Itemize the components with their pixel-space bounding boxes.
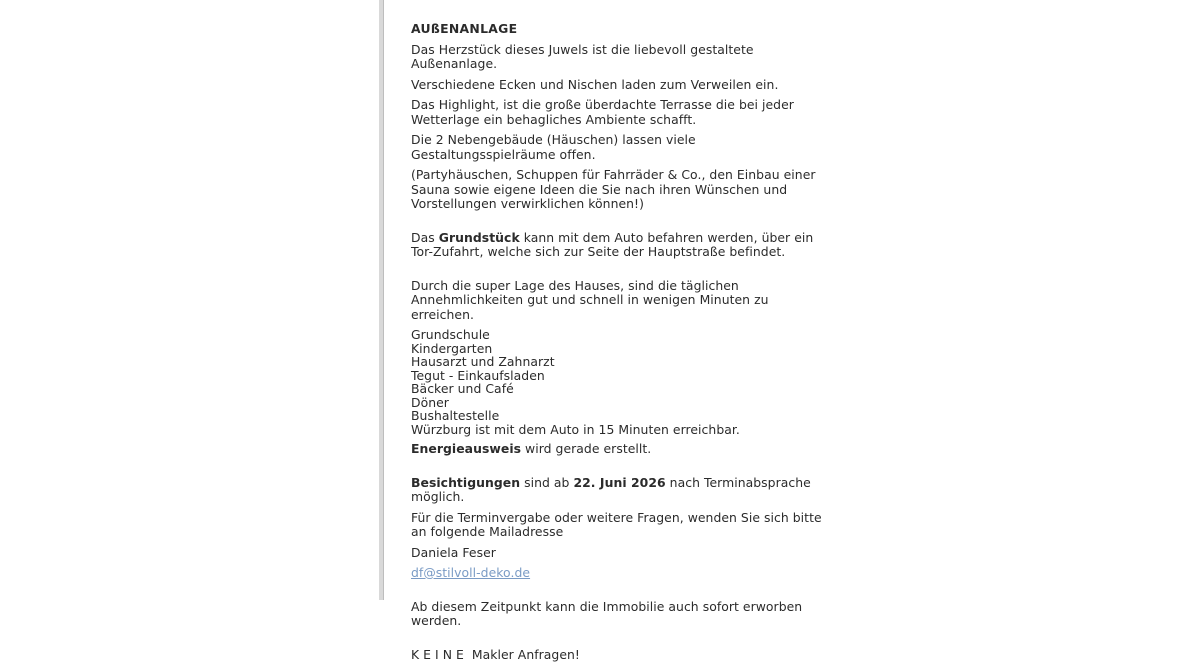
paragraph-lage: Durch die super Lage des Hauses, sind die täglichen Annehmlichkeiten gut und schnell in wenigen Minuten zu erreichen. (411, 279, 823, 323)
list-item: Bäcker und Café (411, 382, 823, 396)
paragraph-nischen: Verschiedene Ecken und Nischen laden zum Verweilen ein. (411, 78, 823, 93)
besichtigung-bold: Besichtigungen (411, 475, 520, 490)
paragraph-energieausweis (411, 442, 823, 457)
list-item: Würzburg ist mit dem Auto in 15 Minuten erreichbar. (411, 423, 823, 437)
paragraph-ideen: (Partyhäuschen, Schuppen für Fahrräder & Co., den Einbau einer Sauna sowie eigene Ideen die Sie nach ihren Wünschen und Vorstellungen verwirklichen können!) (411, 168, 823, 212)
list-item: Tegut - Einkaufsladen (411, 369, 823, 383)
list-item: Bushaltestelle (411, 409, 823, 423)
list-item: Kindergarten (411, 342, 823, 356)
amenities-list (411, 328, 823, 436)
besichtigung-mid: sind ab (520, 475, 573, 490)
list-item: Grundschule (411, 328, 823, 342)
list-item: Hausarzt und Zahnarzt (411, 355, 823, 369)
contact-email (411, 566, 823, 581)
besichtigung-rest: nach Terminabsprache möglich. (411, 475, 811, 505)
grundstueck-rest: kann mit dem Auto befahren werden, über ein Tor-Zufahrt, welche sich zur Seite der Hauptstraße befindet. (411, 230, 813, 260)
grundstueck-prefix: Das (411, 230, 439, 245)
grundstueck-bold: Grundstück (439, 230, 520, 245)
paragraph-nebengebaeude: Die 2 Nebengebäude (Häuschen) lassen viele Gestaltungsspielräume offen. (411, 133, 823, 162)
paragraph-grundstueck (411, 231, 823, 260)
paragraph-terrasse: Das Highlight, ist die große überdachte Terrasse die bei jeder Wetterlage ein behagliches Ambiente schafft. (411, 98, 823, 127)
left-border (379, 0, 384, 600)
paragraph-erwerb: Ab diesem Zeitpunkt kann die Immobilie auch sofort erworben werden. (411, 600, 823, 629)
paragraph-herzstueck: Das Herzstück dieses Juwels ist die liebevoll gestaltete Außenanlage. (411, 43, 823, 72)
section-heading: AUßENANLAGE (411, 22, 823, 37)
email-link[interactable]: df@stilvoll-deko.de (411, 565, 530, 580)
list-item: Döner (411, 396, 823, 410)
paragraph-kontakt: Für die Terminvergabe oder weitere Fragen, wenden Sie sich bitte an folgende Mailadresse (411, 511, 823, 540)
paragraph-besichtigung (411, 476, 823, 505)
energie-bold: Energieausweis (411, 441, 521, 456)
energie-rest: wird gerade erstellt. (521, 441, 651, 456)
besichtigung-date: 22. Juni 2026 (573, 475, 665, 490)
paragraph-makler: K E I N E Makler Anfragen! (411, 648, 823, 662)
contact-name: Daniela Feser (411, 546, 823, 561)
listing-description (411, 22, 823, 662)
